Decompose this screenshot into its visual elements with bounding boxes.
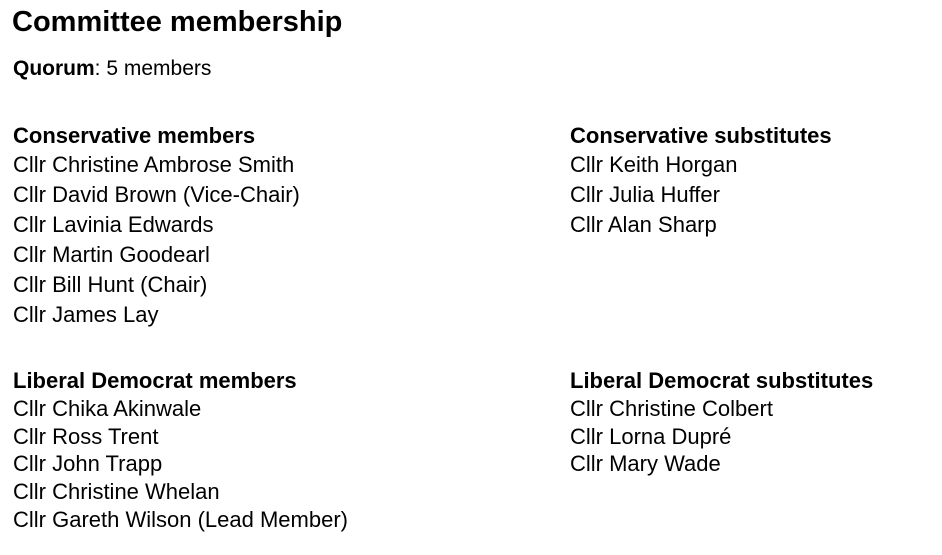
member-name: Cllr James Lay [13, 302, 159, 327]
group-heading: Liberal Democrat members [13, 368, 297, 393]
page-title: Committee membership [12, 6, 343, 38]
member-name: Cllr Gareth Wilson (Lead Member) [13, 506, 348, 532]
member-name: Cllr Julia Huffer [570, 182, 720, 207]
member-name: Cllr Christine Colbert [570, 395, 773, 421]
member-name: Cllr Chika Akinwale [13, 395, 202, 421]
quorum-label: Quorum [13, 57, 95, 80]
member-name: Cllr David Brown (Vice-Chair) [13, 182, 300, 207]
conservative-members-group [13, 121, 300, 330]
member-name: Cllr Mary Wade [570, 451, 721, 477]
group-heading: Conservative substitutes [570, 123, 832, 148]
member-name: Cllr Lorna Dupré [570, 423, 732, 449]
group-heading: Liberal Democrat substitutes [570, 368, 874, 393]
quorum-separator: : [94, 57, 101, 80]
member-name: Cllr Lavinia Edwards [13, 212, 214, 237]
member-name: Cllr Christine Ambrose Smith [13, 152, 295, 177]
member-name: Cllr Bill Hunt (Chair) [13, 272, 208, 297]
conservative-substitutes-group [570, 121, 832, 240]
member-name: Cllr Martin Goodearl [13, 242, 210, 267]
member-name: Cllr Keith Horgan [570, 152, 738, 177]
libdem-members-group [13, 367, 348, 534]
member-name: Cllr Alan Sharp [570, 212, 717, 237]
member-name: Cllr Ross Trent [13, 423, 159, 449]
group-heading: Conservative members [13, 123, 256, 148]
quorum-value: 5 members [106, 57, 212, 80]
member-name: Cllr John Trapp [13, 451, 163, 477]
member-name: Cllr Christine Whelan [13, 479, 220, 505]
quorum-line [13, 56, 211, 82]
libdem-substitutes-group [570, 367, 873, 478]
